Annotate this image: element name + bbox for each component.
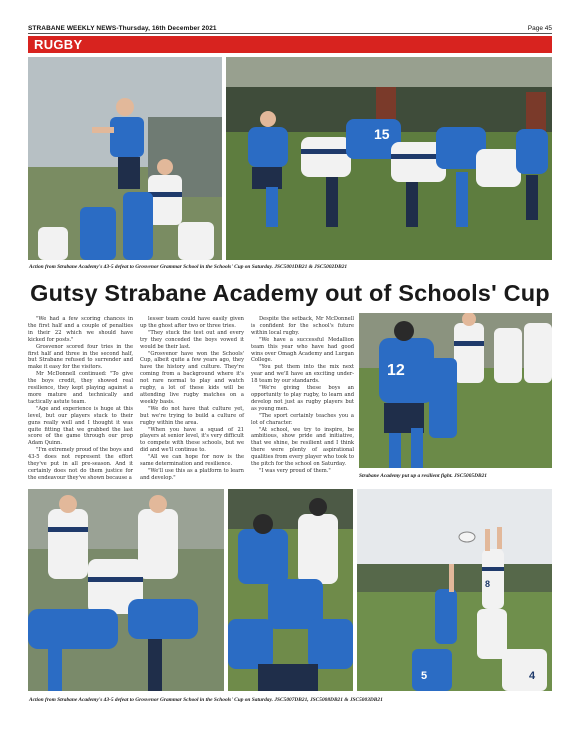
- section-banner: [28, 36, 552, 53]
- section-title: RUGBY: [34, 37, 83, 52]
- paragraph: "We'll use this as a platform to learn and develop.": [140, 467, 244, 481]
- paragraph: "When you have a squad of 21 players at senior level, it's very difficult to compete with these schools, but we did and we'll continue to.: [140, 426, 244, 454]
- paragraph: "At school, we try to inspire, be ambitious, show pride and initiative, that we shine, be resilient and I think there were plenty of aspirational qualities from every player who took to the pitch for the school on Saturday.: [251, 426, 354, 468]
- jersey-number-5: 5: [421, 670, 428, 682]
- jersey-number-12: 12: [387, 362, 405, 379]
- right-caption: Strabane Academy put up a resilient fight. JSC5005DB21: [359, 473, 487, 479]
- paragraph: Mr McDonnell continued: "To give the boys credit, they showed real resilience, they kept playing against a more mature and technically and tactically astute team.: [28, 371, 133, 405]
- photo-maul: [228, 489, 353, 691]
- paragraph: "We do not have that culture yet, but we're trying to build a culture of rugby within the area.: [140, 405, 244, 426]
- paragraph: lesser team could have easily given up the ghost after two or three tries.: [140, 316, 244, 329]
- paragraph: "I was very proud of them.": [259, 467, 331, 474]
- paragraph: "You put them into the mix next year and we'll have an exciting under-18 team by our standards.: [251, 364, 354, 385]
- top-caption: Action from Strabane Academy's 43-5 defeat to Grosvenor Grammar School in the Schools' Cup on Saturday. JSC5001DB21 & JSC5002DB21: [29, 264, 348, 270]
- paragraph: Despite the setback, Mr McDonnell is confident for the school's future within local rugby.: [251, 316, 354, 336]
- jersey-number-4: 4: [529, 670, 536, 682]
- paragraph: "Grosvenor have won the Schools' Cup, albeit quite a few years ago, they have the history and culture. They're coming from a background where it's not rare normal to play and watch rugby, a lot of these kids will be attending live rugby matches on a weekly basis.: [140, 350, 244, 405]
- photo-lineout-top: [28, 57, 222, 260]
- paragraph: "I'm extremely proud of the boys and 43-5 does not represent the effort they've put in all pre-season. And it certainly does not do them justice for the endeavour they've shown because a: [28, 447, 133, 481]
- photo-tackle: [28, 489, 224, 691]
- publication-line: STRABANE WEEKLY NEWS-Thursday, 16th December 2021: [28, 25, 217, 32]
- photo-lineout-bottom: [357, 489, 552, 691]
- paragraph: "They stuck the test out and every try they conceded the boys vowed it would be their last.: [140, 329, 244, 350]
- jersey-number-8: 8: [485, 579, 491, 589]
- article-column-1: [28, 316, 133, 482]
- headline: Gutsy Strabane Academy out of Schools' Cup: [30, 280, 550, 306]
- jersey-number-15: 15: [374, 126, 390, 142]
- article-column-3: [251, 316, 354, 475]
- paragraph: "Age and experience is huge at this level, but our players stuck to their guns really well and I thought it was quite fitting that we grabbed the last score of the game through our prop Adam Quinn.: [28, 405, 133, 447]
- header-rule: [28, 33, 552, 34]
- article-column-2: [140, 316, 244, 482]
- page-number: Page 45: [527, 25, 552, 32]
- paragraph: "We have a successful Medallion team this year who have had good wins over Omagh Academy and Lurgan College.: [251, 336, 354, 364]
- paragraph: "All we can hope for now is the same determination and resilience.: [140, 454, 244, 468]
- paragraph: "The sport certainly teaches you a lot of character.: [251, 412, 354, 426]
- photo-scrum-top: [226, 57, 552, 260]
- paragraph: "We had a few scoring chances in the first half and a couple of penalties in their 22 which we should have kicked for posts.": [28, 316, 133, 343]
- paragraph: "We're giving these boys an opportunity to play rugby, to learn and develop not just as rugby players but as young men.: [251, 385, 354, 412]
- paragraph: Grosvenor scored four tries in the first half and three in the second half, but Strabane refused to surrender and make it easy for the visitors.: [28, 343, 133, 371]
- photo-ball-carrier: [359, 313, 552, 468]
- bottom-caption: Action from Strabane Academy's 43-5 defeat to Grosvenor Grammar School in the Schools' Cup on Saturday. JSC5007DB21, JSC5008DB21 & JSC5003DB21: [29, 697, 383, 703]
